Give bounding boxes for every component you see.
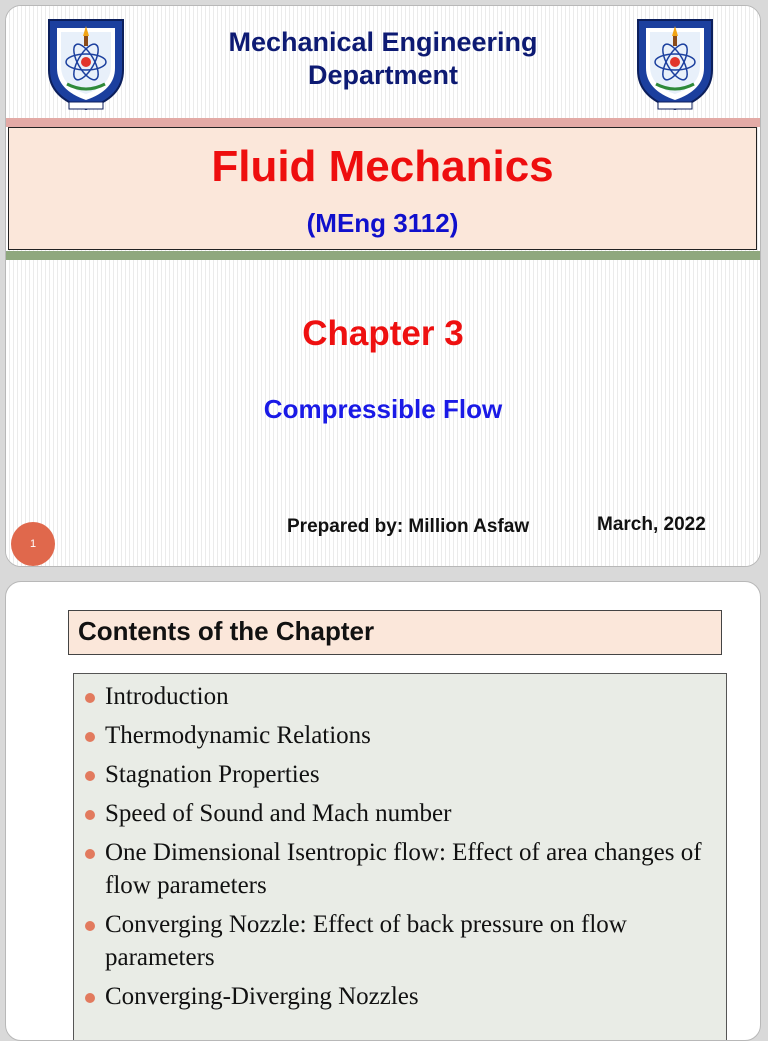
contents-list: [74, 674, 726, 1013]
list-item: [105, 908, 708, 974]
list-item-text: Speed of Sound and Mach number: [105, 800, 452, 827]
contents-slide: [5, 581, 761, 1041]
prepared-by: Prepared by: Million Asfaw: [287, 516, 530, 537]
title-slide: [5, 5, 761, 567]
green-divider-bar: [6, 251, 760, 260]
chapter-title: Compressible Flow: [263, 394, 503, 424]
bullet-icon: [85, 771, 95, 781]
bullet-icon: [85, 693, 95, 703]
bullet-icon: [85, 849, 95, 859]
list-item-text: Stagnation Properties: [105, 761, 320, 788]
bullet-icon: [85, 993, 95, 1003]
list-item-text: Converging-Diverging Nozzles: [105, 983, 419, 1010]
chapter-number: Chapter 3: [302, 314, 464, 353]
list-item: [105, 980, 708, 1013]
list-item-text: Converging Nozzle: Effect of back pressure on flow parameters: [105, 911, 627, 971]
list-item-text: Thermodynamic Relations: [105, 722, 371, 749]
course-title-box: [8, 127, 757, 250]
bullet-icon: [85, 732, 95, 742]
course-code: (MEng 3112): [306, 208, 459, 238]
list-item: [105, 719, 708, 752]
bullet-icon: [85, 921, 95, 931]
page-number-badge: 1: [11, 522, 55, 566]
department-title: Mechanical Engineering Department: [228, 27, 538, 90]
contents-heading: Contents of the Chapter: [68, 610, 722, 655]
list-item-text: Introduction: [105, 683, 229, 710]
bullet-icon: [85, 810, 95, 820]
presentation-date: March, 2022: [597, 514, 706, 535]
course-title: Fluid Mechanics: [211, 142, 554, 191]
list-item: [105, 758, 708, 791]
list-item: [105, 797, 708, 830]
list-item: [105, 836, 708, 902]
contents-list-box: [73, 673, 727, 1041]
pink-divider-bar: [6, 118, 760, 127]
list-item: [105, 680, 708, 713]
list-item-text: One Dimensional Isentropic flow: Effect of area changes of flow parameters: [105, 839, 702, 899]
